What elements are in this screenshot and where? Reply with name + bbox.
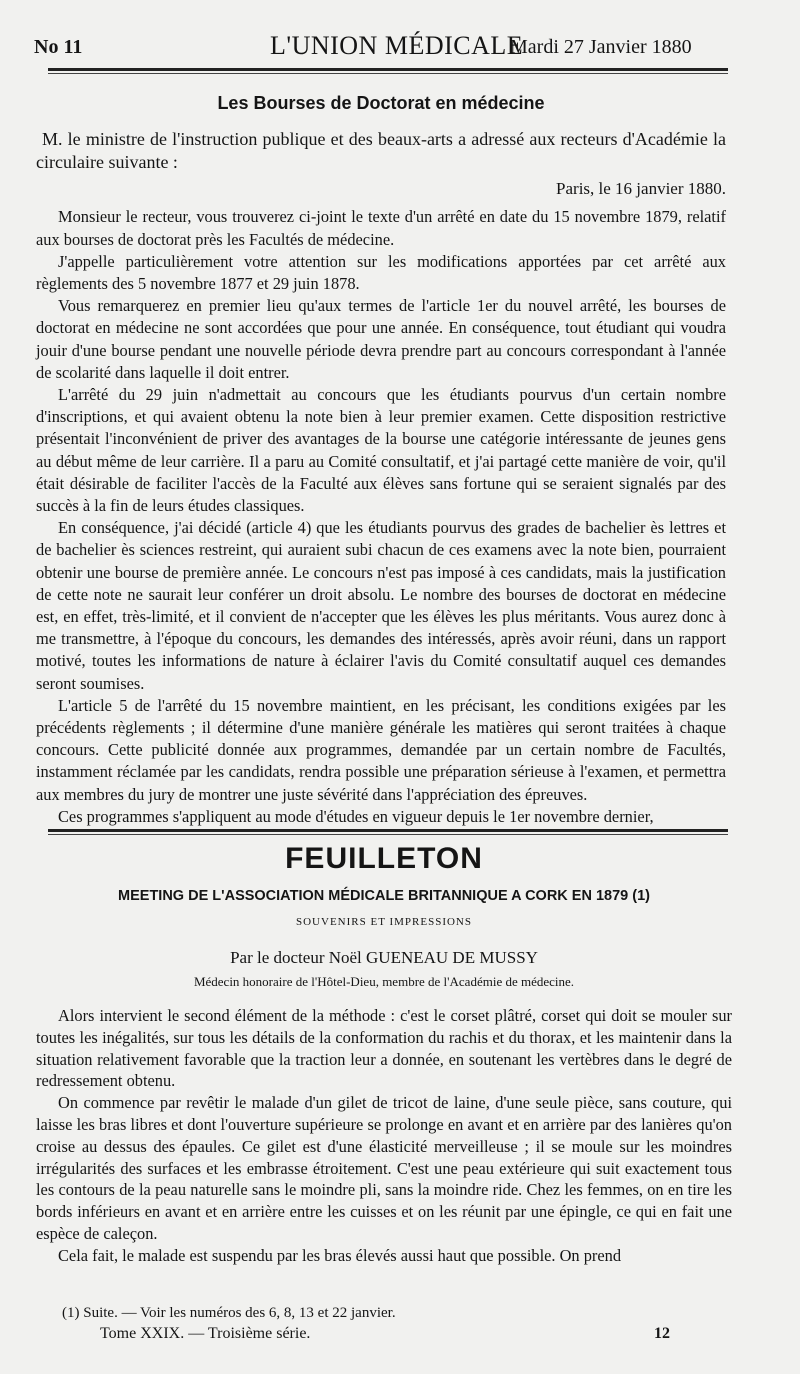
article-paragraph: Monsieur le recteur, vous trouverez ci-joint le texte d'un arrêté en date du 15 novembre 1879, relatif aux bourses de doctorat près les Facultés de médecine. [36, 207, 726, 249]
feuilleton-paragraph: Alors intervient le second élément de la méthode : c'est le corset plâtré, corset qui doit se mouler sur toutes les inégalités, sur tous les détails de la conformation du rachis et du thorax, et les maintenir dans la situation relativement favorable que la traction leur a donnée, en soutenant les vertèbres dans le degré de redressement obtenu. [36, 1005, 732, 1091]
journal-title: L'UNION MÉDICALE [270, 31, 524, 60]
feuilleton-rule-thin [48, 834, 728, 835]
article-paragraph: Vous remarquerez en premier lieu qu'aux termes de l'article 1er du nouvel arrêté, les bourses de doctorat en médecine ne sont accordées que pour une année. En conséquence, tout étudiant qui voudra jouir d'une bourse pendant une nouvelle période devra prendre part au concours correspondant à l'année de scolarité dans laquelle il doit entrer. [36, 296, 726, 382]
feuilleton-author-role: Médecin honoraire de l'Hôtel-Dieu, membre de l'Académie de médecine. [193, 974, 575, 990]
feuilleton-subtitle-secondary: SOUVENIRS ET IMPRESSIONS [296, 915, 472, 928]
article-title: Les Bourses de Doctorat en médecine [217, 93, 545, 113]
feuilleton-paragraph: On commence par revêtir le malade d'un gilet de tricot de laine, d'une seule pièce, sans couture, qui laisse les bras libres et dont l'ouverture supérieure se prolonge en avant et en arrière par des lanières qu'on croise au dessus des épaules. Ce gilet est d'une élasticité merveilleuse ; il se moule sur les moindres irrégularités des surfaces et les embrasse étroitement. C'est une peau extérieure qui suit exactement tous les contours de la peau naturelle sans le moindre pli, sans la moindre ride. Chez les femmes, on en tire les bords inférieurs en avant et en arrière entre les cuisses et on les réunit par une épingle, ce qui en fait une espèce de caleçon. [36, 1093, 732, 1243]
article-bourses [36, 90, 726, 828]
issue-number: No 11 [34, 36, 83, 58]
feuilleton-section [36, 842, 732, 1267]
header-rule [48, 68, 728, 71]
tome-label: Tome XXIX. — Troisième série. [100, 1325, 311, 1342]
article-paragraph: J'appelle particulièrement votre attention sur les modifications apportées par cet arrêté aux règlements des 5 novembre 1877 et 29 juin 1878. [36, 251, 726, 294]
feuilleton-author: Par le docteur Noël GUENEAU DE MUSSY [230, 948, 538, 968]
feuilleton-rule [48, 829, 728, 832]
article-dateline: Paris, le 16 janvier 1880. [556, 179, 726, 199]
article-paragraph: L'article 5 de l'arrêté du 15 novembre maintient, en les précisant, les conditions exigées par les précédents règlements ; il détermine d'une manière générale les matières qui seront traitées à chaque concours. Cette publicité donnée aux programmes, demandée par un certain nombre de Facultés, instamment réclamée par les candidats, rendra possible une préparation sérieuse à l'examen, et permettra aux membres du jury de montrer une juste sévérité dans l'appréciation des épreuves. [36, 695, 726, 804]
feuilleton-title: FEUILLETON [285, 842, 483, 875]
article-paragraph: L'arrêté du 29 juin n'admettait au concours que les étudiants pourvus d'un certain nombre d'inscriptions, et qui avaient obtenu la note bien à leur premier examen. Cette disposition restrictive présentait l'inconvénient de priver des avantages de la bourse une catégorie intéressante de jeunes gens au début même de leur carrière. Il a paru au Comité consultatif, et j'ai partagé cette manière de voir, qu'il était désirable de faciliter l'accès de la Faculté aux élèves sans fortune qui se seraient signalés par des succès à la fin de leurs études classiques. [36, 385, 726, 516]
footnote: (1) Suite. — Voir les numéros des 6, 8, 13 et 22 janvier. [62, 1305, 396, 1321]
article-paragraph: Ces programmes s'appliquent au mode d'études en vigueur depuis le 1er novembre dernier, [58, 806, 654, 826]
masthead [34, 30, 724, 64]
feuilleton-paragraph: Cela fait, le malade est suspendu par les bras élevés aussi haut que possible. On prend [58, 1245, 622, 1265]
issue-date: Mardi 27 Janvier 1880 [510, 36, 692, 58]
article-paragraph: En conséquence, j'ai décidé (article 4) que les étudiants pourvus des grades de bachelier ès lettres et de bachelier ès sciences restreint, qui auraient subi chacun de ces examens avec la note bien, pourraient obtenir une bourse de première année. Le concours n'est pas imposé à ces candidats, mais la justification de cette note ne saurait leur conférer un droit absolu. Le nombre des bourses de doctorat en médecine est, en effet, très-limité, et il convient de n'accepter que les élèves les plus méritants. Vous aurez donc à me transmettre, à l'époque du concours, les demandes des intéressés, après avoir réuni, dans un rapport motivé, toutes les informations de nature à éclairer l'avis du Comité consultatif auquel ces demandes seront soumises. [36, 518, 726, 693]
article-intro: M. le ministre de l'instruction publique et des beaux-arts a adressé aux recteurs d'Académie la circulaire suivante : [36, 129, 726, 173]
page-number: 12 [654, 1325, 670, 1342]
feuilleton-subtitle: MEETING DE L'ASSOCIATION MÉDICALE BRITANNIQUE A CORK EN 1879 (1) [118, 887, 650, 904]
header-rule-thin [48, 73, 728, 74]
